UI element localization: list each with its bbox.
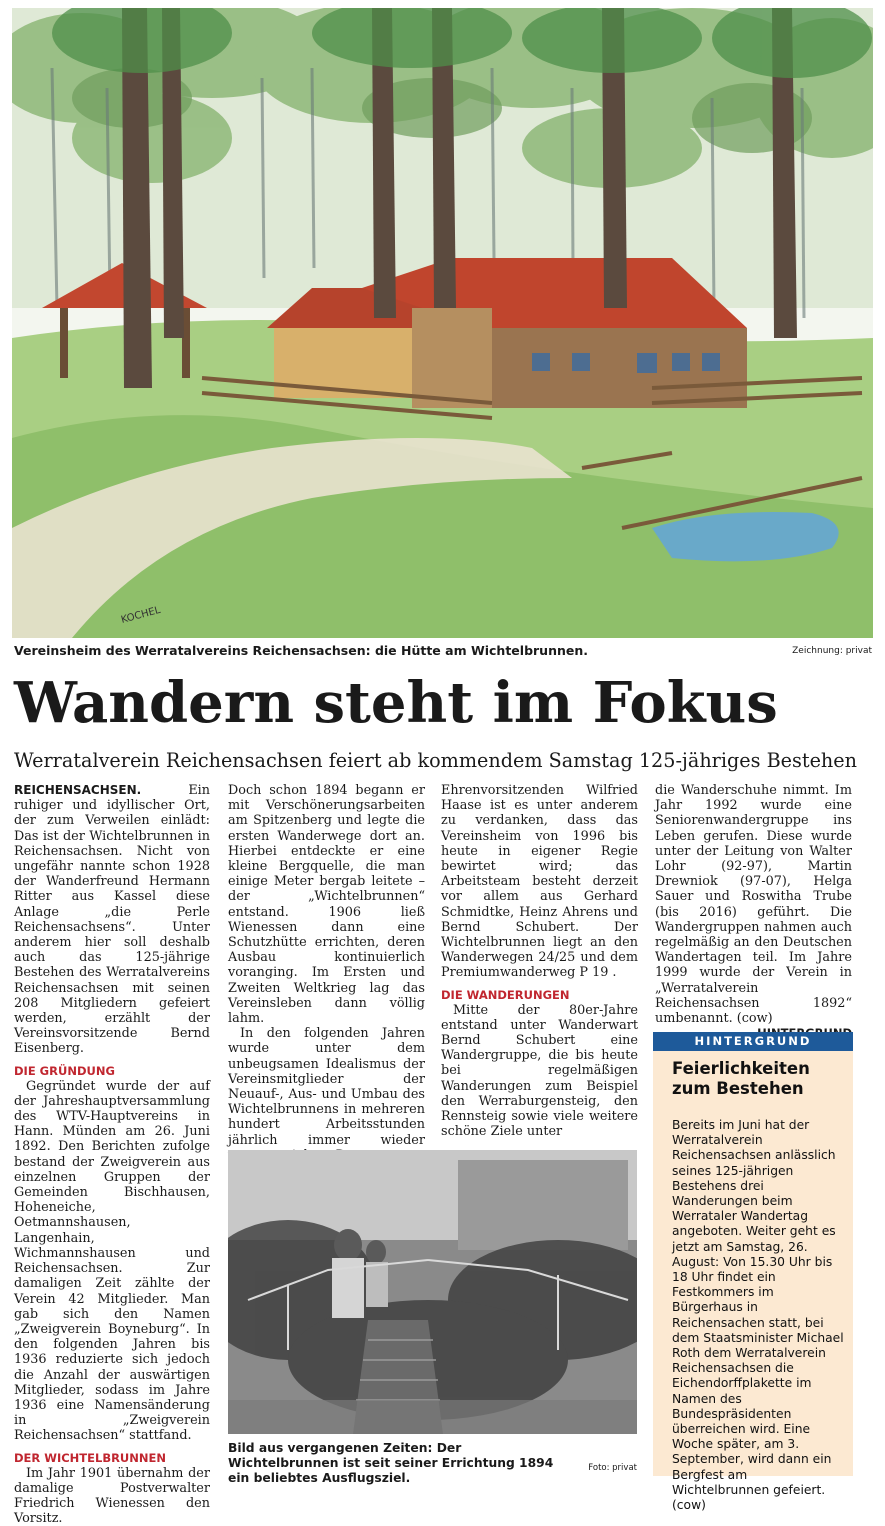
section-heading: DIE GRÜNDUNG — [14, 1063, 115, 1078]
headline: Wandern steht im Fokus — [14, 670, 778, 736]
hut-illustration — [12, 8, 873, 638]
section-heading: DER WICHTELBRUNNEN — [14, 1450, 167, 1465]
article-column-3 — [441, 783, 638, 1139]
box-text: Bereits im Juni hat der Werratalverein Reichensachsen anlässlich seines 125-jährigen Bestehens drei Wanderungen beim Werrataler Wandertag angeboten. Weiter geht es jetzt am Samstag, 26. August: Von 15.30 Uhr bis 18 Uhr findet ein Festkommers im Bürgerhaus in Reichensachen statt, bei dem Staatsminister Michael Roth dem Werratalverein Reichensachsen die Eichendorffplakette im Namen des Bundespräsidenten überreichen wird. Eine Woche später, am 3. September, wird dann ein Bergfest am Wichtelbrunnen gefeiert. (cow) — [672, 1118, 844, 1513]
paragraph: Ehrenvorsitzenden Wilfried Haase ist es unter anderem zu verdanken, dass das Vereinsheim von 1996 bis heute in eigener Regie bewirtet wird; das Arbeitsteam besteht derzeit vor allem aus Gerhard Schmidtke, Heinz Ahrens und Bernd Schubert. Der Wichtelbrunnen liegt an den Wanderwegen 24/25 und dem Premiumwanderweg P 19 . — [441, 783, 638, 981]
dateline: REICHENSACHSEN. — [14, 783, 142, 797]
subheadline: Werratalverein Reichensachsen feiert ab kommendem Samstag 125-jähriges Bestehen — [14, 749, 858, 772]
paragraph: Ein ruhiger und idyllischer Ort, der zum Verweilen einlädt: Das ist der Wichtelbrunnen in Reichensachsen. Nicht von ungefähr nannte schon 1928 der Wanderfreund Hermann Ritter aus Kassel diese Anlage „die Perle Reichensachsens“. Unter anderem hier soll deshalb auch das 125-jährige Bestehen des Werratalvereins Reichensachsen mit seinen 208 Mitgliedern gefeiert werden, erzählt der Vereinsvorsitzende Bernd Eisenberg. — [14, 783, 210, 1057]
section-heading: DIE WANDERUNGEN — [441, 987, 570, 1002]
paragraph: Mitte der 80er-Jahre entstand unter Wanderwart Bernd Schubert eine Wandergruppe, die bis heute bei regelmäßigen Wanderungen zum Beispiel den Werraburgensteig, den Rennsteig sowie viele weitere schöne Ziele unter — [441, 1002, 638, 1140]
photo-caption: Bild aus vergangenen Zeiten: Der Wichtelbrunnen ist seit seiner Errichtung 1894 ein beliebtes Ausflugsziel. — [228, 1441, 554, 1485]
paragraph: Im Jahr 1901 übernahm der damalige Postverwalter Friedrich Wienessen den Vorsitz. — [14, 1465, 210, 1526]
illustration-caption: Vereinsheim des Werratalvereins Reichensachsen: die Hütte am Wichtelbrunnen. — [14, 643, 589, 658]
artist-signature: KOCHEL — [119, 604, 162, 626]
illustration-credit: Zeichnung: privat — [792, 646, 872, 656]
article-column-2 — [228, 783, 425, 1163]
paragraph: Gegründet wurde der auf der Jahreshauptversammlung des WTV-Hauptvereins in Hann. Münden am 26. Juni 1892. Den Berichten zufolge bestand der Zweigverein aus einzelnen Gruppen der Gemeinden Bischhausen, Hoheneiche, Oetmannshausen, Langenhain, Wichmannshausen und Reichensachsen. Zur damaligen Zeit zählte der Verein 42 Mitglieder. Man gab sich den Namen „Zweigverein Boyneburg“. In den folgenden Jahren bis 1936 reduzierte sich jedoch die Anzahl der auswärtigen Mitglieder, sodass im Jahre 1936 eine Namensänderung in „Zweigverein Reichensachsen“ stattfand. — [14, 1078, 210, 1444]
article-column-1 — [14, 783, 210, 1526]
paragraph: Doch schon 1894 begann er mit Verschönerungsarbeiten am Spitzenberg und legte die ersten Wanderwege dort an. Hierbei entdeckte er eine kleine Bergquelle, die man einige Meter bergab leitete – der „Wichtelbrunnen“ entstand. 1906 ließ Wienessen dann eine Schutzhütte errichten, deren Ausbau kontinuierlich voranging. Im Ersten und Zweiten Weltkrieg lag das Vereinsleben dann völlig lahm. — [228, 783, 425, 1027]
background-box — [653, 1032, 853, 1513]
paragraph: die Wanderschuhe nimmt. Im Jahr 1992 wurde eine Seniorenwandergruppe ins Leben gerufen. Diese wurde unter der Leitung von Walter Lohr (92-97), Martin Drewniok (97-07), Helga Sauer und Roswitha Trube (bis 2016) geführt. Die Wandergruppen nahmen auch regelmäßig an den Deutschen Wandertagen teil. Im Jahre 1999 wurde der Verein in „Werratalverein Reichensachsen 1892“ umbenannt. (cow) — [655, 783, 852, 1027]
box-title: Feierlichkeiten zum Bestehen — [672, 1059, 810, 1098]
historic-photo — [228, 1150, 637, 1434]
photo-credit: Foto: privat — [588, 1463, 637, 1473]
article-column-4 — [655, 783, 852, 1041]
paragraph: In den folgenden Jahren wurde unter dem unbeugsamen Idealismus der Vereinsmitglieder der Neuauf-, Aus- und Umbau des Wichtelbrunnens in mehreren hundert Arbeitsstunden jährlich immer wieder — [228, 1026, 425, 1148]
box-label: HINTERGRUND — [653, 1032, 853, 1051]
